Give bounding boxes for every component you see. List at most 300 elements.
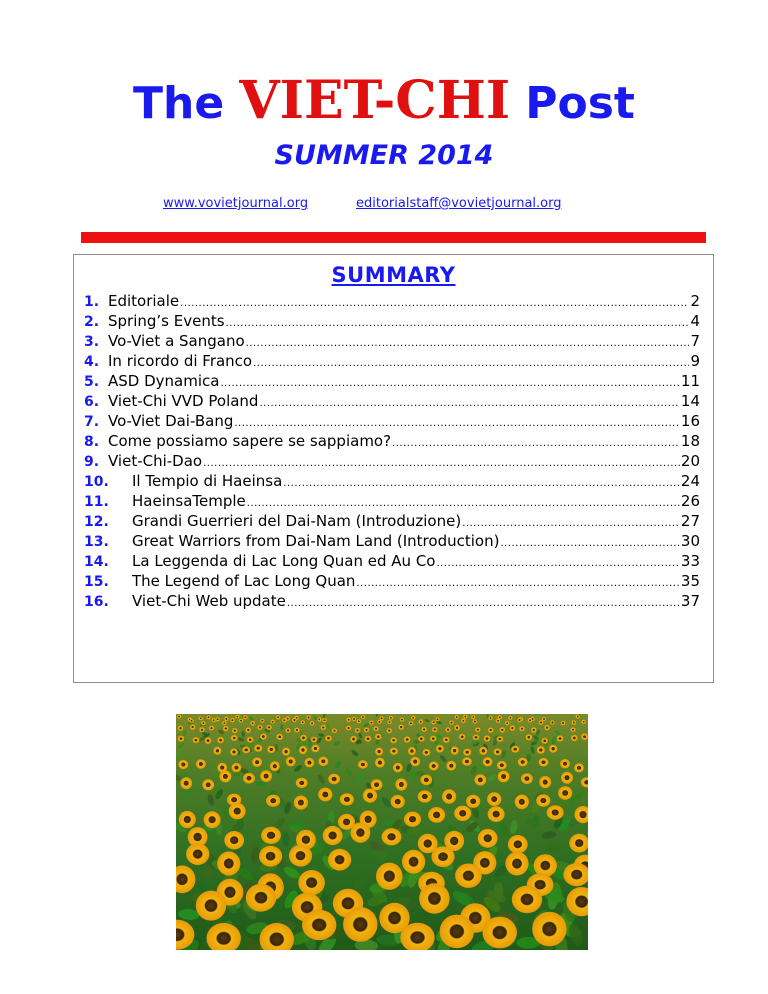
edition-title: SUMMER 2014 (274, 140, 494, 171)
sunflower-head (205, 737, 212, 744)
sunflower-head (202, 779, 214, 790)
sunflower-head (478, 829, 498, 848)
sunflower-head (270, 720, 275, 724)
sunflower-head (340, 793, 354, 805)
sunflower-head (518, 758, 528, 767)
sunflower-head (544, 725, 549, 730)
sunflower-head (429, 762, 439, 771)
sunflower-head (317, 717, 321, 721)
sunflower-head (479, 747, 487, 755)
sunflower-head (581, 733, 588, 740)
sunflower-head (179, 811, 196, 828)
toc-leader-dots (392, 434, 680, 454)
sunflower-head (373, 726, 378, 731)
toc-leader-dots (220, 374, 679, 394)
toc-leader-dots (226, 314, 690, 334)
sunflower-head (217, 851, 240, 875)
sunflower-head (500, 727, 505, 733)
sunflower-head (189, 719, 194, 723)
sunflower-head (558, 786, 572, 800)
sunflower-head (419, 719, 424, 724)
sunflower-head (446, 761, 456, 771)
sunflower-head (497, 761, 507, 770)
sunflower-head (325, 735, 332, 741)
toc-item-title: ASD Dynamica (108, 372, 220, 390)
sunflower-head (541, 738, 548, 744)
sunflower-head (206, 715, 210, 719)
sunflower-head (285, 728, 290, 733)
toc-item-title: HaeinsaTemple (132, 492, 246, 510)
sunflower-head (571, 735, 578, 741)
sunflower-head (455, 715, 459, 719)
sunflower-head (497, 736, 504, 742)
sunflower-head (473, 735, 480, 741)
sunflower-head (377, 720, 382, 724)
sunflower-head (488, 716, 492, 720)
sunflower-head (536, 794, 550, 806)
toc-item-page: 16 (680, 412, 700, 430)
sunflower-head (445, 727, 450, 732)
sunflower-head (528, 718, 533, 723)
sunflower-head (526, 734, 533, 740)
sunflower-head (576, 714, 580, 718)
sunflower-head (521, 773, 533, 784)
toc-leader-dots (259, 394, 679, 414)
toc-leader-dots (253, 354, 689, 374)
sunflower-head (431, 846, 454, 867)
sunflower-head (178, 736, 185, 742)
red-divider-bar (81, 232, 706, 243)
toc-item (84, 311, 700, 331)
toc-item-page: 4 (690, 312, 700, 330)
toc-item-number: 11. (84, 494, 109, 510)
masthead (0, 70, 768, 131)
toc-item-title: Come possiamo sapere se sappiamo? (108, 432, 392, 450)
sunflower-head (294, 728, 299, 733)
toc-item (84, 351, 700, 371)
sunflower-head (224, 717, 228, 722)
sunflower-head (199, 717, 203, 721)
sunflower-head (466, 795, 480, 808)
sunflower-head (276, 715, 280, 719)
sunflower-head (261, 827, 281, 844)
sunflower-head (302, 910, 336, 940)
sunflower-head (259, 846, 282, 867)
sunflower-head (508, 716, 512, 720)
sunflower-field-photo (176, 714, 588, 950)
sunflower-head (581, 720, 586, 724)
masthead-brand: VIET-CHI (239, 70, 511, 131)
sunflower-head (400, 718, 404, 722)
toc-item (84, 551, 700, 571)
sunflower-head (246, 727, 251, 733)
toc-item-page: 2 (690, 292, 700, 310)
toc-item (84, 571, 700, 591)
sunflower-head (343, 907, 377, 942)
toc-item (84, 471, 700, 491)
sunflower-head (432, 727, 437, 732)
sunflower-head (243, 773, 255, 784)
sunflower-head (323, 826, 343, 845)
toc-leader-dots (246, 334, 690, 354)
sunflower-head (430, 736, 437, 742)
sunflower-head (395, 778, 407, 790)
sunflower-head (483, 917, 517, 949)
toc-item-number: 16. (84, 594, 109, 610)
sunflower-head (471, 715, 475, 719)
sunflower-head (488, 728, 493, 733)
sunflower-head (404, 812, 421, 827)
toc-item-title: Editoriale (108, 292, 180, 310)
sunflower-head (328, 774, 340, 785)
sunflower-head (276, 734, 283, 740)
sunflower-head (328, 849, 351, 871)
sunflower-head (534, 854, 557, 877)
sunflower-head (449, 721, 454, 725)
sunflower-head (494, 748, 502, 755)
toc-item-page: 27 (680, 512, 700, 530)
sunflower-head (515, 795, 529, 810)
sunflower-head (539, 720, 544, 725)
sunflower-head (296, 778, 308, 788)
toc-item-page: 7 (690, 332, 700, 350)
toc-item-page: 18 (680, 432, 700, 450)
sunflower-head (267, 746, 275, 753)
toc-item-page: 24 (680, 472, 700, 490)
sunflower-head (560, 759, 570, 768)
sunflower-head (390, 748, 398, 755)
sunflower-head (387, 728, 392, 733)
sunflower-head (310, 721, 315, 726)
toc-item-title: The Legend of Lac Long Quan (132, 572, 356, 590)
sunflower-head (220, 770, 232, 782)
sunflower-head (299, 746, 307, 754)
sunflower-head (539, 758, 549, 767)
masthead-suffix: Post (525, 78, 635, 129)
sunflower-head (193, 737, 200, 743)
sunflower-head (209, 726, 214, 731)
toc-item-number: 4. (84, 354, 100, 370)
sunflower-head (229, 803, 246, 820)
sunflower-head (505, 852, 528, 876)
sunflower-head (547, 805, 564, 820)
sunflower-head (186, 843, 209, 865)
sunflower-head (364, 728, 369, 733)
sunflower-head (561, 721, 566, 726)
sunflower-head (511, 746, 519, 753)
toc-item-title: Il Tempio di Haeinsa (132, 472, 283, 490)
sunflower-head (239, 719, 244, 723)
sunflower-head (404, 736, 411, 742)
sunflower-head (266, 795, 280, 807)
toc-leader-dots (500, 534, 679, 554)
sunflower-head (542, 717, 546, 721)
toc-leader-dots (283, 474, 680, 494)
toc-item (84, 331, 700, 351)
sunflower-head (371, 779, 383, 790)
toc-item-title: Grandi Guerrieri del Dai-Nam (Introduzione) (132, 512, 462, 530)
sunflower-head (257, 725, 262, 730)
sunflower-head (300, 735, 307, 742)
sunflower-head (436, 745, 444, 753)
sunflower-head (350, 736, 357, 743)
summary-box (73, 254, 714, 683)
toc-item-page: 20 (680, 452, 700, 470)
toc-item-page: 33 (680, 552, 700, 570)
sunflower-head (574, 763, 584, 772)
sunflower-head (346, 726, 351, 731)
toc-item (84, 591, 700, 611)
sunflower-head (484, 735, 491, 741)
sunflower-head (204, 811, 221, 828)
sunflower-head (346, 718, 351, 723)
table-of-contents (84, 291, 700, 611)
sunflower-head (318, 788, 332, 802)
toc-item-page: 30 (680, 532, 700, 550)
sunflower-head (418, 736, 425, 742)
sunflower-head (260, 770, 272, 782)
sunflower-head (570, 727, 575, 732)
sunflower-head (231, 735, 238, 741)
toc-item-page: 26 (680, 492, 700, 510)
sunflower-head (250, 721, 255, 726)
sunflower-head (409, 721, 414, 726)
toc-leader-dots (287, 594, 680, 614)
sunflower-head (178, 760, 188, 769)
sunflower-head (247, 737, 254, 743)
toc-item (84, 371, 700, 391)
sunflower-head (488, 806, 505, 822)
toc-item-title: Great Warriors from Dai-Nam Land (Introduction) (132, 532, 500, 550)
toc-item-number: 10. (84, 474, 109, 490)
sunflower-head (177, 715, 181, 719)
sunflower-head (246, 884, 276, 912)
sunflower-head (451, 746, 459, 754)
sunflower-head (230, 718, 235, 723)
sunflower-head (286, 757, 296, 767)
sunflower-head (454, 725, 459, 731)
sunflower-head (322, 718, 327, 722)
sunflower-head (318, 757, 328, 766)
sunflower-head (199, 727, 204, 732)
sunflower-leaf (308, 741, 312, 748)
sunflower-head (363, 789, 377, 803)
sunflower-head (549, 745, 557, 753)
sunflower-head (232, 728, 237, 733)
sunflower-head (408, 747, 416, 755)
sunflower-head (561, 772, 573, 784)
sunflower-head (379, 716, 383, 720)
sunflower-head (376, 863, 403, 890)
sunflower-head (190, 725, 195, 730)
toc-item (84, 431, 700, 451)
sunflower-head (382, 828, 402, 845)
toc-leader-dots (180, 294, 689, 314)
sunflower-head (454, 806, 471, 821)
sunflower-head (311, 745, 319, 753)
sunflower-head (443, 737, 450, 743)
sunflower-head (217, 737, 224, 743)
sunflower-head (254, 745, 262, 752)
toc-item-number: 9. (84, 454, 100, 470)
sunflower-head (298, 870, 325, 895)
toc-item (84, 411, 700, 431)
toc-item-number: 1. (84, 294, 100, 310)
sunflower-head (532, 912, 566, 947)
sunflower-head (375, 748, 383, 756)
sunflower-head (391, 795, 405, 808)
toc-item (84, 531, 700, 551)
sunflower-head (505, 721, 510, 725)
sunflower-head (539, 776, 551, 788)
sunflower-head (332, 728, 337, 733)
sunflower-head (270, 761, 280, 771)
sunflower-head (358, 760, 368, 768)
sunflower-head (352, 717, 356, 721)
toc-item-page: 9 (690, 352, 700, 370)
sunflower-head (180, 777, 192, 789)
toc-item (84, 391, 700, 411)
sunflower-head (442, 789, 456, 804)
sunflower-head (496, 719, 501, 723)
sunflower-head (375, 758, 385, 768)
sunflower-head (260, 719, 265, 723)
sunflower-head (498, 771, 510, 783)
summary-title: SUMMARY (331, 263, 456, 287)
sunflower-head (519, 726, 524, 731)
sunflower-head (428, 807, 445, 823)
toc-item-title: La Leggenda di Lac Long Quan ed Au Co (132, 552, 436, 570)
sunflower-head (357, 719, 362, 723)
sunflower-head (411, 716, 415, 720)
sunflower-head (300, 720, 305, 724)
sunflower-head (473, 719, 478, 723)
sunflower-head (431, 720, 436, 724)
toc-item-title: Spring’s Events (108, 312, 225, 330)
sunflower-head (215, 718, 219, 722)
sunflower-head (508, 835, 528, 854)
toc-item-number: 14. (84, 554, 109, 570)
sunflower-head (375, 734, 382, 740)
sunflower-head (419, 883, 449, 913)
sunflower-head (235, 715, 239, 719)
toc-item-title: Vo-Viet Dai-Bang (108, 412, 234, 430)
toc-item-number: 12. (84, 514, 109, 530)
sunflower-head (418, 790, 432, 802)
toc-item-page: 37 (680, 592, 700, 610)
sunflower-head (421, 727, 426, 732)
sunflower-head (211, 718, 216, 722)
toc-item-number: 6. (84, 394, 100, 410)
toc-item-title: In ricordo di Franco (108, 352, 253, 370)
toc-item-page: 35 (680, 572, 700, 590)
sunflower-head (474, 774, 486, 785)
website-link[interactable]: www.vovietjournal.org (163, 196, 309, 211)
sunflower-head (311, 737, 318, 743)
sunflower-head (282, 718, 287, 722)
toc-item (84, 291, 700, 311)
sunflower-head (361, 715, 365, 719)
sunflower-head (462, 757, 472, 766)
sunflower-head (306, 715, 310, 720)
sunflower-head (178, 726, 183, 731)
sunflower-head (365, 736, 372, 742)
sunflower-head (389, 716, 393, 720)
sunflower-head (475, 727, 480, 732)
sunflower-head (201, 721, 206, 725)
sunflower-head (557, 735, 564, 741)
sunflower-head (531, 727, 536, 733)
sunflower-head (355, 728, 360, 733)
toc-item (84, 491, 700, 511)
sunflower-head (387, 720, 392, 724)
toc-item-number: 13. (84, 534, 109, 550)
sunflower-head (369, 721, 374, 725)
toc-leader-dots (356, 574, 680, 594)
sunflower-head (266, 725, 271, 730)
sunflower-head (243, 715, 247, 719)
toc-item-title: Vo-Viet a Sangano (108, 332, 245, 350)
sunflower-head (512, 886, 542, 914)
sunflower-head (213, 747, 221, 755)
toc-leader-dots (436, 554, 679, 574)
toc-item-number: 15. (84, 574, 109, 590)
toc-item-page: 14 (680, 392, 700, 410)
sunflower-head (440, 915, 474, 949)
toc-item-title: Viet-Chi Web update (132, 592, 286, 610)
sunflower-head (292, 718, 297, 723)
sunflower-head (455, 864, 482, 888)
email-link[interactable]: editorialstaff@vovietjournal.org (356, 196, 562, 211)
sunflower-head (463, 749, 471, 756)
sunflower-head (260, 733, 267, 739)
sunflower-head (537, 746, 545, 754)
toc-item-title: Viet-Chi VVD Poland (108, 392, 259, 410)
sunflower-head (321, 725, 326, 730)
sunflower-head (222, 721, 227, 725)
sunflower-head (463, 714, 467, 718)
sunflower-head (289, 845, 312, 867)
sunflower-head (305, 758, 315, 768)
toc-item-page: 11 (680, 372, 700, 390)
sunflower-head (390, 737, 397, 743)
sunflower-head (351, 822, 371, 842)
toc-item-number: 3. (84, 334, 100, 350)
sunflower-head (510, 725, 515, 731)
sunflower-head (459, 734, 466, 740)
sunflower-head (232, 763, 242, 772)
toc-item-number: 5. (84, 374, 100, 390)
toc-item-number: 2. (84, 314, 100, 330)
sunflower-head (282, 748, 290, 756)
sunflower-head (422, 749, 430, 756)
sunflower-head (402, 850, 425, 874)
sunflower-head (420, 775, 432, 786)
sunflower-head (196, 759, 206, 769)
toc-item-number: 7. (84, 414, 100, 430)
toc-item-number: 8. (84, 434, 100, 450)
sunflower-head (223, 726, 228, 732)
sunflower-head (435, 717, 439, 721)
toc-item-title: Viet-Chi-Dao (108, 452, 203, 470)
sunflower-head (410, 757, 420, 767)
sunflower-head (572, 720, 577, 725)
sunflower-head (230, 748, 238, 755)
sunflower-head (224, 831, 244, 849)
masthead-prefix: The (133, 78, 225, 129)
sunflower-head (461, 718, 466, 723)
sunflower-head (294, 796, 308, 810)
